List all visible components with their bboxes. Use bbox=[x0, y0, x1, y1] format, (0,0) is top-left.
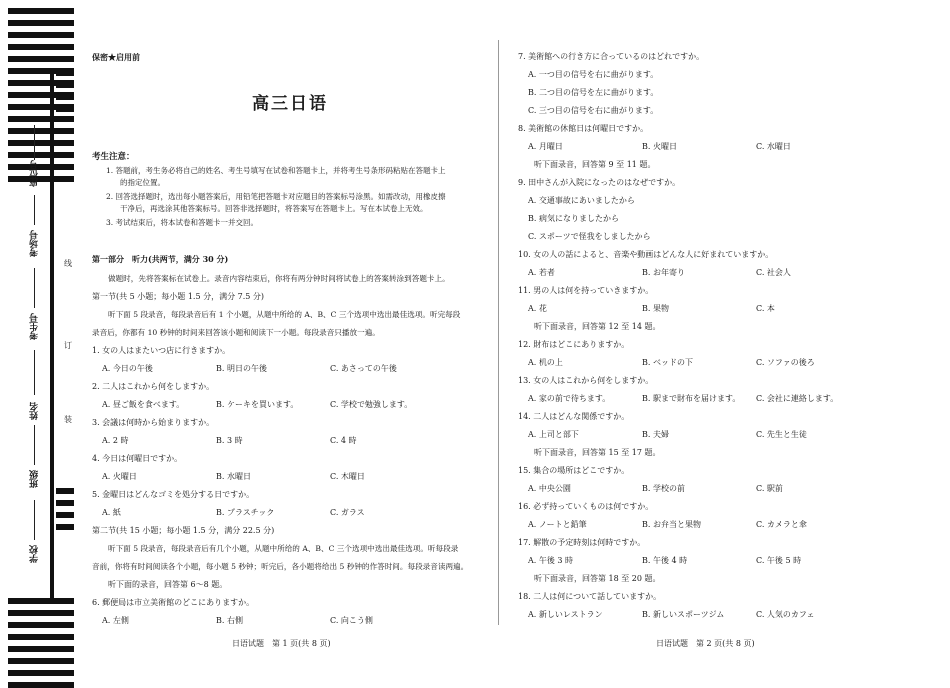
listening-note: 听下面录音，回答第 15 至 17 题。 bbox=[534, 448, 661, 457]
notice-line: 3. 考试结束后，将本试卷和答题卡一并交回。 bbox=[106, 218, 259, 227]
option-a[interactable]: A. 家の前で待ちます。 bbox=[528, 394, 611, 403]
option-b[interactable]: B. 新しいスポーツジム bbox=[642, 610, 725, 619]
class-label: 班级 bbox=[30, 470, 40, 488]
question-6: 6. 郵便局は市立美術館のどこにありますか。 bbox=[92, 598, 255, 607]
question-12: 12. 財布はどこにありますか。 bbox=[518, 340, 630, 349]
exam-room-label: 考场号 bbox=[30, 230, 40, 257]
option-c[interactable]: C. 水曜日 bbox=[756, 142, 791, 151]
option-a[interactable]: A. 昼ご飯を食べます。 bbox=[102, 400, 185, 409]
option-b[interactable]: B. 果物 bbox=[642, 304, 669, 313]
listening-note: 听下面录音，回答第 12 至 14 题。 bbox=[534, 322, 661, 331]
question-3: 3. 会議は何時から始まりますか。 bbox=[92, 418, 215, 427]
question-1: 1. 女の人はまたいつ店に行きますか。 bbox=[92, 346, 231, 355]
section1-desc: 听下面 5 段录音，每段录音后有 1 个小题，从题中所给的 A、B、C 三个选项中选出最佳选项。听完每段 bbox=[108, 310, 461, 319]
student-number-line bbox=[34, 268, 35, 308]
name-line bbox=[34, 350, 35, 395]
right-page-footer: 日语试题 第 2 页(共 8 页) bbox=[656, 639, 755, 648]
option-b[interactable]: B. 右側 bbox=[216, 616, 243, 625]
option-a[interactable]: A. ノートと鉛筆 bbox=[528, 520, 587, 529]
binding-mark-staple: 订 bbox=[64, 341, 72, 350]
option-a[interactable]: A. 交通事故にあいましたから bbox=[528, 196, 635, 205]
school-label: 学校 bbox=[30, 545, 40, 563]
option-a[interactable]: A. 火曜日 bbox=[102, 472, 137, 481]
option-b[interactable]: B. 明日の午後 bbox=[216, 364, 267, 373]
page-title: 高三日语 bbox=[252, 94, 328, 114]
option-a[interactable]: A. 月曜日 bbox=[528, 142, 563, 151]
option-c[interactable]: C. スポーツで怪我をしましたから bbox=[528, 232, 651, 241]
option-c[interactable]: C. 駅前 bbox=[756, 484, 783, 493]
notice-line: 2. 回答选择题时，选出每小题答案后，用铅笔把答题卡对应题目的答案标号涂黑。如需改动，用橡皮擦 bbox=[106, 192, 446, 201]
option-b[interactable]: B. 二つ目の信号を左に曲がります。 bbox=[528, 88, 659, 97]
notice-line: 的指定位置。 bbox=[120, 178, 165, 187]
option-b[interactable]: B. ベッドの下 bbox=[642, 358, 693, 367]
listening-note: 听下面录音，回答第 9 至 11 题。 bbox=[534, 160, 656, 169]
section2-heading: 第二节(共 15 小题；每小题 1.5 分，满分 22.5 分) bbox=[92, 526, 275, 535]
page-divider bbox=[498, 40, 499, 625]
option-c[interactable]: C. 三つ目の信号を右に曲がります。 bbox=[528, 106, 659, 115]
option-b[interactable]: B. お年寄り bbox=[642, 268, 685, 277]
section2-note: 听下面的录音，回答第 6～8 题。 bbox=[108, 580, 228, 589]
section1-heading: 第一节(共 5 小题；每小题 1.5 分，满分 7.5 分) bbox=[92, 292, 265, 301]
option-b[interactable]: B. 火曜日 bbox=[642, 142, 677, 151]
question-5: 5. 金曜日はどんなゴミを処分する日ですか。 bbox=[92, 490, 255, 499]
class-line bbox=[34, 425, 35, 465]
option-c[interactable]: C. 学校で勉強します。 bbox=[330, 400, 413, 409]
option-b[interactable]: B. 3 時 bbox=[216, 436, 243, 445]
question-9: 9. 田中さんが入院になったのはなぜですか。 bbox=[518, 178, 681, 187]
option-b[interactable]: B. お弁当と果物 bbox=[642, 520, 701, 529]
option-a[interactable]: A. 左側 bbox=[102, 616, 129, 625]
school-line bbox=[34, 500, 35, 540]
question-15: 15. 集合の場所はどこですか。 bbox=[518, 466, 630, 475]
section1-desc: 录音后，你都有 10 秒钟的时间来回答该小题和阅读下一小题。每段录音只播放一遍。 bbox=[92, 328, 380, 337]
option-c[interactable]: C. 4 時 bbox=[330, 436, 357, 445]
option-c[interactable]: C. 会社に連絡します。 bbox=[756, 394, 839, 403]
option-c[interactable]: C. 先生と生徒 bbox=[756, 430, 807, 439]
option-a[interactable]: A. 中央公園 bbox=[528, 484, 571, 493]
option-a[interactable]: A. 午後 3 時 bbox=[528, 556, 574, 565]
notice-heading: 考生注意： bbox=[92, 152, 135, 162]
question-16: 16. 必ず持っていくものは何ですか。 bbox=[518, 502, 654, 511]
section2-desc: 音前，你将有时间阅读各个小题，每小题 5 秒钟；听完后，各小题将给出 5 秒钟的作答时间。每段录音读两遍。 bbox=[92, 562, 469, 571]
option-a[interactable]: A. 机の上 bbox=[528, 358, 563, 367]
part1-heading: 第一部分 听力(共两节，满分 30 分) bbox=[92, 254, 229, 264]
question-7: 7. 美術館への行き方に合っているのはどれですか。 bbox=[518, 52, 705, 61]
option-c[interactable]: C. ガラス bbox=[330, 508, 365, 517]
question-8: 8. 美術館の休館日は何曜日ですか。 bbox=[518, 124, 649, 133]
option-b[interactable]: B. 水曜日 bbox=[216, 472, 251, 481]
option-a[interactable]: A. 2 時 bbox=[102, 436, 129, 445]
left-page-footer: 日语试题 第 1 页(共 8 页) bbox=[232, 639, 331, 648]
option-c[interactable]: C. あさっての午後 bbox=[330, 364, 397, 373]
listening-note: 听下面录音，回答第 18 至 20 题。 bbox=[534, 574, 661, 583]
option-b[interactable]: B. プラスチック bbox=[216, 508, 275, 517]
question-10: 10. 女の人の話によると、音楽や動画はどんな人に好まれていますか。 bbox=[518, 250, 774, 259]
option-a[interactable]: A. 上司と部下 bbox=[528, 430, 579, 439]
option-a[interactable]: A. 今日の午後 bbox=[102, 364, 153, 373]
student-number-label: 考生号 bbox=[30, 313, 40, 340]
option-c[interactable]: C. 木曜日 bbox=[330, 472, 365, 481]
notice-line: 干净后，再选涂其他答案标号。回答非选择题时，将答案写在答题卡上。写在本试卷上无效。 bbox=[120, 204, 428, 213]
option-b[interactable]: B. 学校の前 bbox=[642, 484, 685, 493]
option-c[interactable]: C. 人気のカフェ bbox=[756, 610, 815, 619]
option-a[interactable]: A. 新しいレストラン bbox=[528, 610, 603, 619]
question-17: 17. 解散の予定時刻は何時ですか。 bbox=[518, 538, 646, 547]
option-c[interactable]: C. 午後 5 時 bbox=[756, 556, 802, 565]
notice-line: 1. 答题前，考生务必将自己的姓名、考生号填写在试卷和答题卡上，并将考生号条形码粘贴在答题卡上 bbox=[106, 166, 446, 175]
exam-room-line bbox=[34, 195, 35, 225]
option-a[interactable]: A. 紙 bbox=[102, 508, 121, 517]
question-4: 4. 今日は何曜日ですか。 bbox=[92, 454, 183, 463]
question-18: 18. 二人は何について話していますか。 bbox=[518, 592, 662, 601]
option-c[interactable]: C. ソファの後ろ bbox=[756, 358, 815, 367]
binding-mark-line: 线 bbox=[64, 259, 72, 268]
question-11: 11. 男の人は何を持っていきますか。 bbox=[518, 286, 654, 295]
option-c[interactable]: C. 社会人 bbox=[756, 268, 791, 277]
question-2: 2. 二人はこれから何をしますか。 bbox=[92, 382, 215, 391]
seat-number-line bbox=[34, 125, 35, 160]
option-b[interactable]: B. 夫婦 bbox=[642, 430, 669, 439]
binding-mark-bind: 装 bbox=[64, 415, 72, 424]
option-c[interactable]: C. 本 bbox=[756, 304, 775, 313]
option-b[interactable]: B. 午後 4 時 bbox=[642, 556, 688, 565]
option-b[interactable]: B. 駅まで財布を届けます。 bbox=[642, 394, 741, 403]
option-c[interactable]: C. カメラと傘 bbox=[756, 520, 807, 529]
confidential-mark: 保密★启用前 bbox=[92, 52, 140, 62]
question-14: 14. 二人はどんな関係ですか。 bbox=[518, 412, 630, 421]
option-c[interactable]: C. 向こう側 bbox=[330, 616, 373, 625]
name-label: 姓名 bbox=[30, 402, 40, 420]
option-a[interactable]: A. 花 bbox=[528, 304, 547, 313]
option-b[interactable]: B. ケーキを買います。 bbox=[216, 400, 299, 409]
section2-desc: 听下面 5 段录音，每段录音后有几个小题，从题中所给的 A、B、C 三个选项中选出最佳选项。听每段录 bbox=[108, 544, 459, 553]
part1-intro: 做题时，先将答案标在试卷上。录音内容结束后，你将有两分钟时间将试卷上的答案转涂到答题卡上。 bbox=[108, 274, 450, 283]
option-a[interactable]: A. 一つ目の信号を右に曲がります。 bbox=[528, 70, 659, 79]
option-a[interactable]: A. 若者 bbox=[528, 268, 555, 277]
question-13: 13. 女の人はこれから何をしますか。 bbox=[518, 376, 654, 385]
option-b[interactable]: B. 病気になりましたから bbox=[528, 214, 619, 223]
seat-number-label: 座位号 bbox=[30, 160, 40, 187]
